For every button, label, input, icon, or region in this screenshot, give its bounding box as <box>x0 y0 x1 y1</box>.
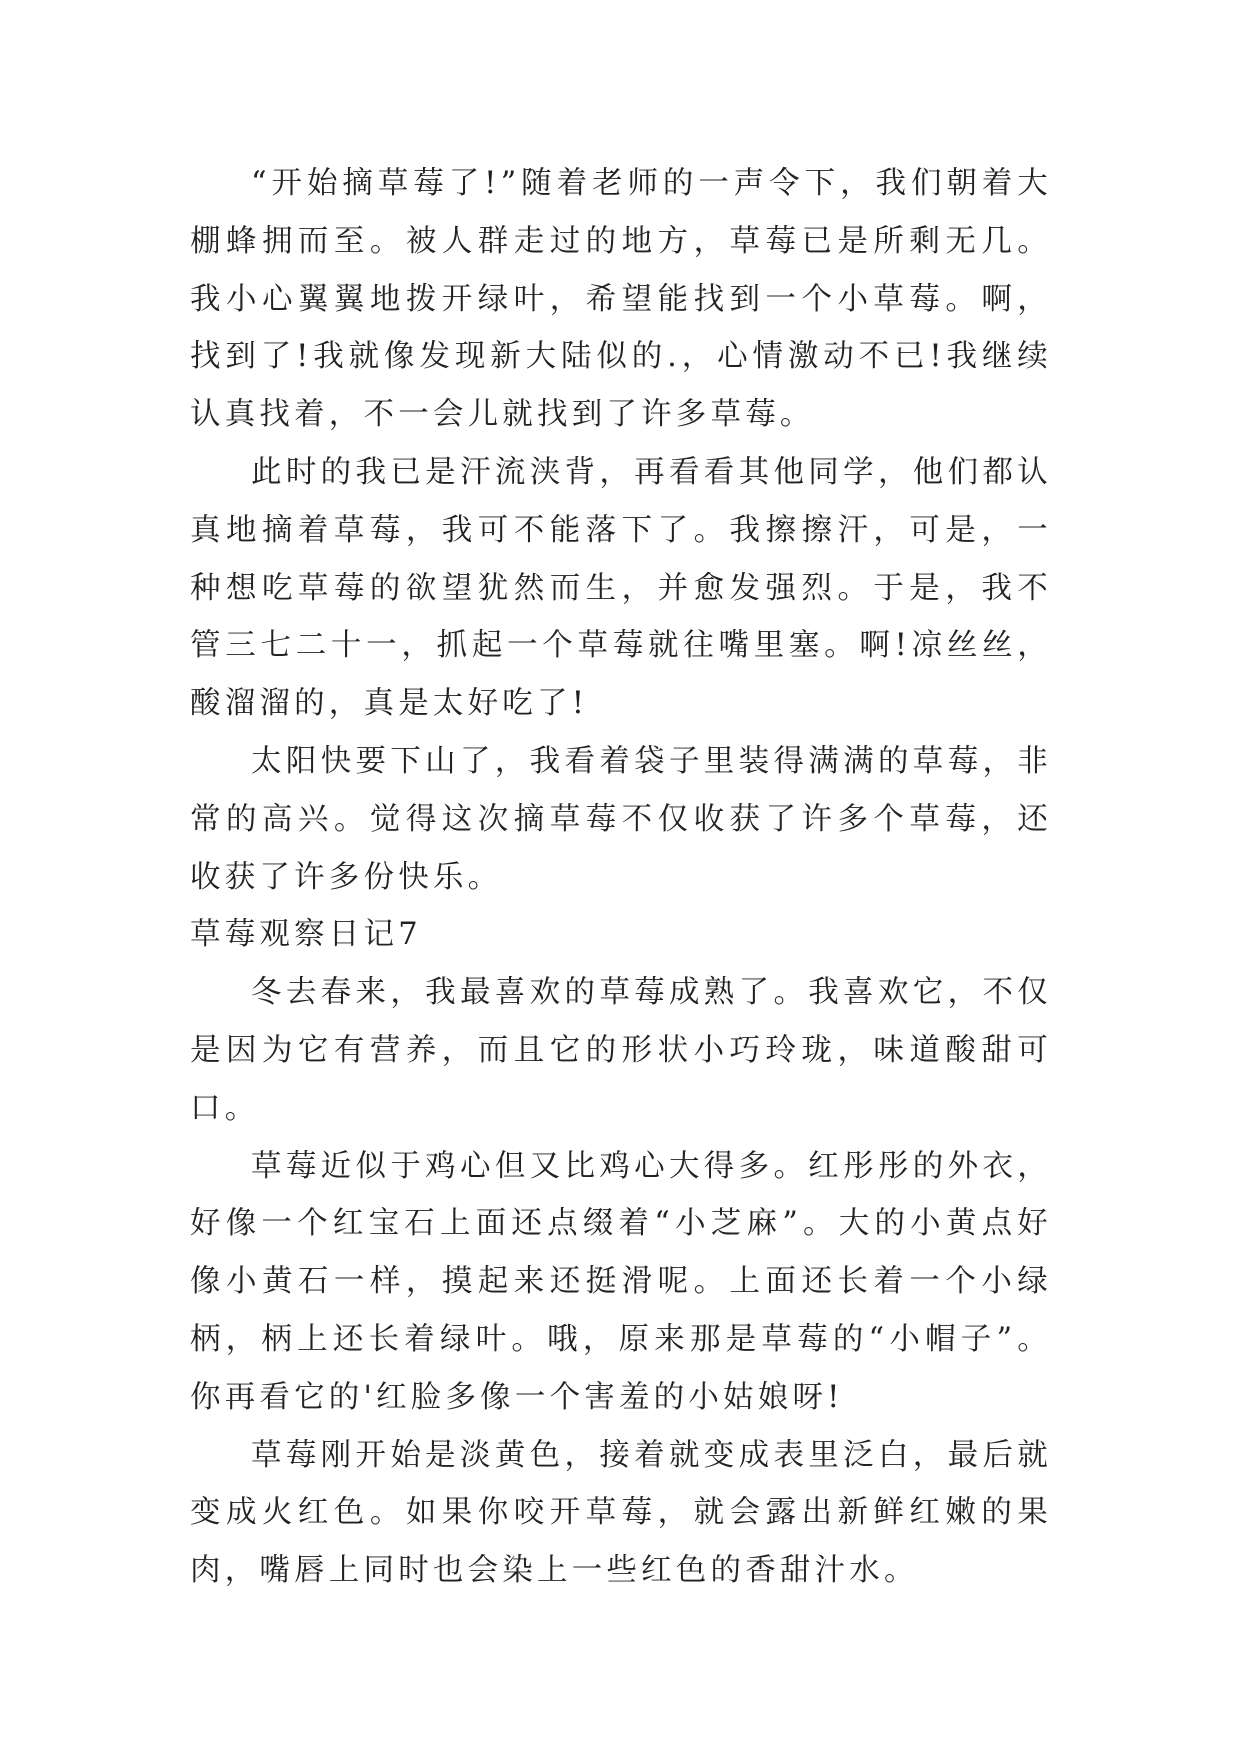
paragraph: 太阳快要下山了，我看着袋子里装得满满的草莓，非常的高兴。觉得这次摘草莓不仅收获了许多个草莓，还收获了许多份快乐。 <box>190 743 1052 895</box>
paragraph: 草莓刚开始是淡黄色，接着就变成表里泛白，最后就变成火红色。如果你咬开草莓，就会露出新鲜红嫩的果肉，嘴唇上同时也会染上一些红色的香甜汁水。 <box>190 1437 1052 1589</box>
paragraph: 草莓近似于鸡心但又比鸡心大得多。红彤彤的外衣，好像一个红宝石上面还点缀着“小芝麻”。大的小黄点好像小黄石一样，摸起来还挺滑呢。上面还长着一个小绿柄，柄上还长着绿叶。哦，原来那是草莓的“小帽子”。你再看它的'红脸多像一个害羞的小姑娘呀! <box>190 1148 1052 1415</box>
document-body <box>190 155 1052 1600</box>
section-heading: 草莓观察日记7 <box>190 917 422 953</box>
paragraph: 冬去春来，我最喜欢的草莓成熟了。我喜欢它，不仅是因为它有营养，而且它的形状小巧玲珑，味道酸甜可口。 <box>190 975 1052 1126</box>
paragraph: 此时的我已是汗流浃背，再看看其他同学，他们都认真地摘着草莓，我可不能落下了。我擦擦汗，可是，一种想吃草莓的欲望犹然而生，并愈发强烈。于是，我不管三七二十一，抓起一个草莓就往嘴里塞。啊!凉丝丝，酸溜溜的，真是太好吃了! <box>190 454 1052 722</box>
paragraph: “开始摘草莓了!”随着老师的一声令下，我们朝着大棚蜂拥而至。被人群走过的地方，草莓已是所剩无几。我小心翼翼地拨开绿叶，希望能找到一个小草莓。啊，找到了!我就像发现新大陆似的.，心情激动不已!我继续认真找着，不一会儿就找到了许多草莓。 <box>190 166 1052 433</box>
